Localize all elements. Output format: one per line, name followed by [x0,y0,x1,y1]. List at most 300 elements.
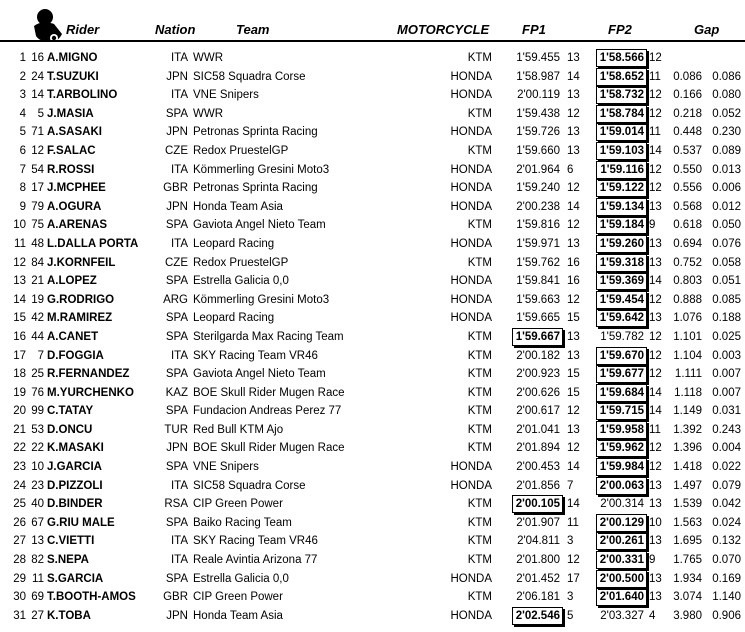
fp1-laps: 14 [567,498,580,511]
fp1-laps: 12 [567,107,580,120]
rider-number: 69 [31,591,44,604]
fp2-laps: 12 [649,330,662,343]
rider-number: 48 [31,237,44,250]
fp1-laps: 13 [567,330,580,343]
fp1-laps: 15 [567,312,580,325]
motorcycle: KTM [467,349,492,362]
nation: ITA [170,52,188,64]
rider-number: 42 [31,312,44,325]
fp2-laps: 10 [649,516,662,529]
fp1-time: 2'04.811 [517,535,560,548]
table-row [0,105,745,124]
team-name: SKY Racing Team VR46 [193,535,318,548]
rider-name: F.SALAC [47,144,96,157]
fp1-laps: 3 [567,535,574,548]
team-name: WWR [193,52,224,64]
fp1-laps: 12 [567,182,580,195]
position: 18 [13,368,26,381]
fp2-laps: 13 [649,572,662,585]
fp2-time: 1'59.958 [599,423,644,436]
fp1-time: 1'59.665 [516,312,560,325]
fp1-time: 1'59.841 [516,275,560,288]
rider-number: 25 [31,368,44,381]
team-name: Leopard Racing [193,237,275,250]
fp1-laps: 11 [567,516,579,529]
results-table [0,49,745,625]
fp1-time: 2'01.894 [516,442,560,455]
fp2-time: 1'58.784 [599,107,644,120]
gap-to-previous: 0.188 [712,312,741,325]
gap-to-first: 1.418 [673,461,702,474]
fp1-time: 2'00.617 [516,405,560,418]
team-name: Estrella Galicia 0,0 [193,572,289,585]
fp1-laps: 12 [567,442,580,455]
fp2-time: 2'00.314 [600,498,644,511]
table-row [0,588,745,607]
fp1-time: 2'01.964 [516,163,560,176]
team-name: Gaviota Angel Nieto Team [193,368,326,381]
fp2-laps: 12 [649,107,662,120]
fp1-time: 1'59.240 [516,182,560,195]
rider-name: D.FOGGIA [47,349,104,362]
position: 2 [19,70,26,83]
gap-to-first: 1.695 [673,535,702,548]
motorcycle: HONDA [450,237,492,250]
position: 15 [13,312,26,325]
gap-to-first: 1.539 [673,498,702,511]
gap-to-first: 0.568 [673,200,702,213]
gap-to-previous: 0.003 [712,349,741,362]
fp1-time: 2'01.800 [516,554,560,567]
motorcycle-rider-icon [28,8,64,44]
position: 30 [13,591,26,604]
gap-to-first: 0.888 [673,293,702,306]
motorcycle: KTM [467,256,492,269]
team-name: Leopard Racing [193,312,275,325]
gap-to-previous: 0.024 [712,516,741,529]
rider-number: 13 [31,535,44,548]
team-name: Estrella Galicia 0,0 [193,275,289,288]
fp1-laps: 13 [567,349,580,362]
rider-number: 76 [31,386,44,399]
fp2-time: 1'59.454 [599,293,644,306]
fp2-laps: 13 [649,591,662,604]
rider-name: K.TOBA [47,609,91,622]
table-row [0,123,745,142]
fp2-laps: 13 [649,312,662,325]
fp2-time: 1'59.134 [599,200,644,213]
nation: ITA [170,163,188,176]
fp1-laps: 13 [567,89,580,102]
rider-name: L.DALLA PORTA [47,237,139,250]
motorcycle: HONDA [450,312,492,325]
table-row [0,216,745,235]
fp1-laps: 6 [567,163,574,176]
rider-number: 23 [31,479,44,492]
fp1-time: 1'59.816 [516,219,560,232]
fp1-time: 2'01.856 [516,479,560,492]
team-name: Redox PruestelGP [193,144,289,157]
fp2-time: 2'00.331 [599,554,644,567]
gap-to-previous: 0.042 [712,498,741,511]
position: 7 [19,163,26,176]
fp1-time: 1'59.455 [516,52,560,64]
rider-number: 79 [31,200,44,213]
team-name: VNE Snipers [193,89,259,102]
fp1-laps: 7 [567,479,574,492]
motorcycle: KTM [467,52,492,64]
nation: JPN [166,609,188,622]
fp1-time: 2'01.452 [516,572,560,585]
rider-number: 11 [32,572,44,585]
fp1-laps: 12 [567,219,580,232]
table-row [0,532,745,551]
rider-number: 84 [31,256,44,269]
motorcycle: KTM [467,442,492,455]
gap-to-previous: 0.906 [712,609,741,622]
fp2-time: 1'59.369 [599,275,644,288]
table-row [0,272,745,291]
position: 22 [13,442,26,455]
motorcycle: KTM [467,330,492,343]
fp2-time: 1'59.677 [599,368,644,381]
position: 13 [13,275,26,288]
gap-to-first: 0.694 [673,237,702,250]
rider-number: 82 [31,554,44,567]
motorcycle: HONDA [450,461,492,474]
fp1-laps: 13 [567,52,580,64]
nation: ITA [170,349,188,362]
position: 11 [14,237,26,250]
rider-number: 53 [31,423,44,436]
team-name: Petronas Sprinta Racing [193,126,318,139]
fp1-time: 1'59.663 [516,293,560,306]
table-row [0,439,745,458]
fp1-laps: 16 [567,256,580,269]
rider-number: 21 [31,275,44,288]
rider-number: 67 [31,516,44,529]
position: 14 [13,293,26,306]
nation: RSA [164,498,188,511]
team-name: SIC58 Squadra Corse [193,70,306,83]
nation: ITA [170,479,188,492]
rider-number: 16 [31,52,44,64]
position: 4 [19,107,26,120]
gap-to-first: 0.618 [673,219,702,232]
gap-to-first: 0.218 [673,107,702,120]
gap-to-first: 1.396 [673,442,702,455]
nation: JPN [166,126,188,139]
fp2-laps: 12 [649,368,662,381]
position: 26 [13,516,26,529]
fp1-time: 2'02.546 [515,609,560,622]
fp1-laps: 12 [567,293,580,306]
fp2-laps: 13 [649,498,662,511]
gap-to-previous: 0.013 [712,163,741,176]
team-name: Reale Avintia Arizona 77 [193,554,318,567]
fp2-time: 2'01.640 [599,591,644,604]
team-name: Gaviota Angel Nieto Team [193,219,326,232]
table-row [0,68,745,87]
fp2-laps: 12 [649,163,662,176]
gap-to-first: 1.076 [673,312,702,325]
rider-number: 27 [31,609,44,622]
motorcycle: KTM [467,219,492,232]
rider-name: S.NEPA [47,554,89,567]
table-row [0,458,745,477]
position: 24 [13,479,26,492]
rider-name: J.MASIA [47,107,94,120]
position: 1 [19,52,26,64]
fp1-column-header: FP1 [522,22,546,37]
table-row [0,328,745,347]
table-row [0,421,745,440]
fp1-time: 2'06.181 [516,591,560,604]
fp2-laps: 13 [649,237,662,250]
motorcycle: HONDA [450,89,492,102]
position: 16 [13,330,26,343]
nation: TUR [164,423,188,436]
motorcycle: KTM [467,591,492,604]
position: 17 [13,349,26,362]
fp2-time: 1'58.652 [599,70,644,83]
team-name: CIP Green Power [193,498,283,511]
gap-to-first: 1.101 [673,330,702,343]
table-row [0,198,745,217]
motorcycle: KTM [467,516,492,529]
gap-to-previous: 0.089 [712,144,741,157]
fp2-laps: 14 [649,144,662,157]
fp1-laps: 16 [567,275,580,288]
fp2-time: 1'59.184 [599,219,644,232]
rider-name: R.FERNANDEZ [47,368,130,381]
motorcycle: HONDA [450,293,492,306]
gap-to-previous: 0.058 [712,256,741,269]
fp2-laps: 13 [649,479,662,492]
motorcycle: KTM [467,405,492,418]
fp2-laps: 12 [649,182,662,195]
motorcycle: KTM [467,554,492,567]
gap-to-previous: 0.052 [712,107,741,120]
fp2-laps: 13 [649,535,662,548]
nation: JPN [166,442,188,455]
fp1-laps: 13 [567,126,580,139]
rider-name: A.LOPEZ [47,275,97,288]
fp1-laps: 15 [567,386,580,399]
nation: ITA [170,237,188,250]
fp1-laps: 17 [567,572,580,585]
rider-name: J.KORNFEIL [47,256,116,269]
table-row [0,179,745,198]
nation: SPA [165,516,188,529]
fp1-laps: 5 [567,609,574,622]
gap-to-previous: 0.051 [712,275,741,288]
rider-number: 14 [31,89,44,102]
fp1-time: 2'00.182 [516,349,560,362]
motorcycle: KTM [467,144,492,157]
fp1-time: 2'01.041 [516,423,560,436]
rider-number: 71 [31,126,44,139]
fp2-time: 1'59.782 [600,330,644,343]
fp2-laps: 4 [649,609,656,622]
gap-to-previous: 0.070 [712,554,741,567]
nation: SPA [165,572,188,585]
position: 3 [19,89,26,102]
gap-to-first: 0.086 [673,70,702,83]
rider-name: A.SASAKI [47,126,102,139]
team-name: Petronas Sprinta Racing [193,182,318,195]
rider-number: 5 [37,107,44,120]
table-row [0,142,745,161]
fp2-laps: 9 [649,554,656,567]
gap-to-first: 1.111 [674,368,702,381]
rider-name: T.SUZUKI [47,70,99,83]
fp1-time: 1'59.667 [515,330,560,343]
header-divider [0,40,745,42]
table-row [0,161,745,180]
position: 21 [13,423,26,436]
gap-to-previous: 1.140 [712,591,741,604]
position: 10 [13,219,26,232]
gap-to-first: 1.563 [673,516,702,529]
fp2-laps: 13 [649,200,662,213]
rider-name: T.ARBOLINO [47,89,118,102]
position: 12 [13,256,26,269]
motorcycle: KTM [467,386,492,399]
motorcycle: KTM [467,368,492,381]
team-name: SKY Racing Team VR46 [193,349,318,362]
rider-number: 22 [31,442,44,455]
gap-to-previous: 0.169 [712,572,741,585]
gap-to-first: 1.104 [673,349,702,362]
fp2-time: 2'00.129 [599,516,644,529]
nation: JPN [166,200,188,213]
nation: GBR [163,591,188,604]
nation: SPA [165,275,188,288]
fp2-time: 1'59.122 [599,182,644,195]
fp1-laps: 3 [567,591,574,604]
nation: KAZ [165,386,188,399]
team-name: Honda Team Asia [193,200,283,213]
gap-to-previous: 0.050 [712,219,741,232]
gap-to-first: 0.556 [673,182,702,195]
motorcycle: HONDA [450,275,492,288]
rider-number: 54 [31,163,44,176]
rider-name: A.CANET [47,330,99,343]
table-row [0,347,745,366]
gap-to-previous: 0.080 [712,89,741,102]
gap-to-previous: 0.086 [712,70,741,83]
motorcycle: KTM [467,535,492,548]
gap-to-first: 3.980 [673,609,702,622]
team-name: Redox PruestelGP [193,256,289,269]
fp1-laps: 13 [567,237,580,250]
table-row [0,49,745,68]
rider-name: R.ROSSI [47,163,95,176]
team-name: Baiko Racing Team [193,516,292,529]
team-column-header: Team [236,22,270,37]
motorcycle: HONDA [450,70,492,83]
table-row [0,235,745,254]
fp2-laps: 12 [649,461,662,474]
fp2-time: 1'59.103 [599,144,644,157]
position: 5 [19,126,26,139]
fp1-time: 2'00.238 [516,200,560,213]
team-name: Kömmerling Gresini Moto3 [193,163,330,176]
table-row [0,309,745,328]
motorcycle: KTM [467,498,492,511]
rider-name: K.MASAKI [47,442,104,455]
team-name: Honda Team Asia [193,609,283,622]
fp1-laps: 13 [567,144,580,157]
gap-to-previous: 0.243 [712,423,741,436]
gap-to-previous: 0.007 [712,386,741,399]
gap-to-previous: 0.079 [712,479,741,492]
fp2-time: 1'59.260 [599,237,644,250]
fp2-laps: 9 [649,219,656,232]
fp1-time: 2'00.626 [516,386,560,399]
gap-to-first: 1.149 [673,405,702,418]
nation: SPA [165,219,188,232]
fp1-laps: 14 [567,200,580,213]
gap-to-first: 0.537 [673,144,702,157]
motorcycle: HONDA [450,479,492,492]
fp2-time: 1'59.684 [599,386,644,399]
fp2-laps: 11 [649,70,661,83]
gap-to-previous: 0.022 [712,461,741,474]
team-name: BOE Skull Rider Mugen Race [193,442,345,455]
position: 25 [13,498,26,511]
team-name: CIP Green Power [193,591,283,604]
nation: SPA [165,368,188,381]
rider-name: D.BINDER [47,498,103,511]
nation: GBR [163,182,188,195]
gap-to-first: 1.497 [673,479,702,492]
rider-number: 7 [37,349,44,362]
fp2-laps: 14 [649,275,662,288]
gap-to-first: 1.392 [673,423,702,436]
fp2-time: 2'00.500 [599,572,644,585]
fp2-time: 1'59.014 [599,126,644,139]
gap-to-previous: 0.007 [712,368,741,381]
rider-name: J.GARCIA [47,461,102,474]
gap-to-first: 1.765 [673,554,702,567]
fp2-laps: 12 [649,52,662,64]
position: 19 [13,386,26,399]
nation: SPA [165,312,188,325]
rider-number: 75 [31,219,44,232]
team-name: Red Bull KTM Ajo [193,423,284,436]
position: 29 [13,572,26,585]
team-name: VNE Snipers [193,461,259,474]
gap-to-previous: 0.076 [712,237,741,250]
position: 6 [19,144,26,157]
rider-name: G.RODRIGO [47,293,115,306]
position: 23 [13,461,26,474]
rider-number: 99 [31,405,44,418]
fp1-time: 1'59.971 [516,237,560,250]
fp2-time: 1'58.566 [599,52,644,64]
fp1-laps: 13 [567,423,580,436]
gap-to-first: 0.803 [673,275,702,288]
position: 20 [13,405,26,418]
fp1-time: 1'59.726 [516,126,560,139]
fp2-laps: 11 [649,423,661,436]
rider-column-header: Rider [66,22,100,37]
fp1-time: 2'00.923 [516,368,560,381]
nation: ARG [163,293,188,306]
table-row [0,402,745,421]
